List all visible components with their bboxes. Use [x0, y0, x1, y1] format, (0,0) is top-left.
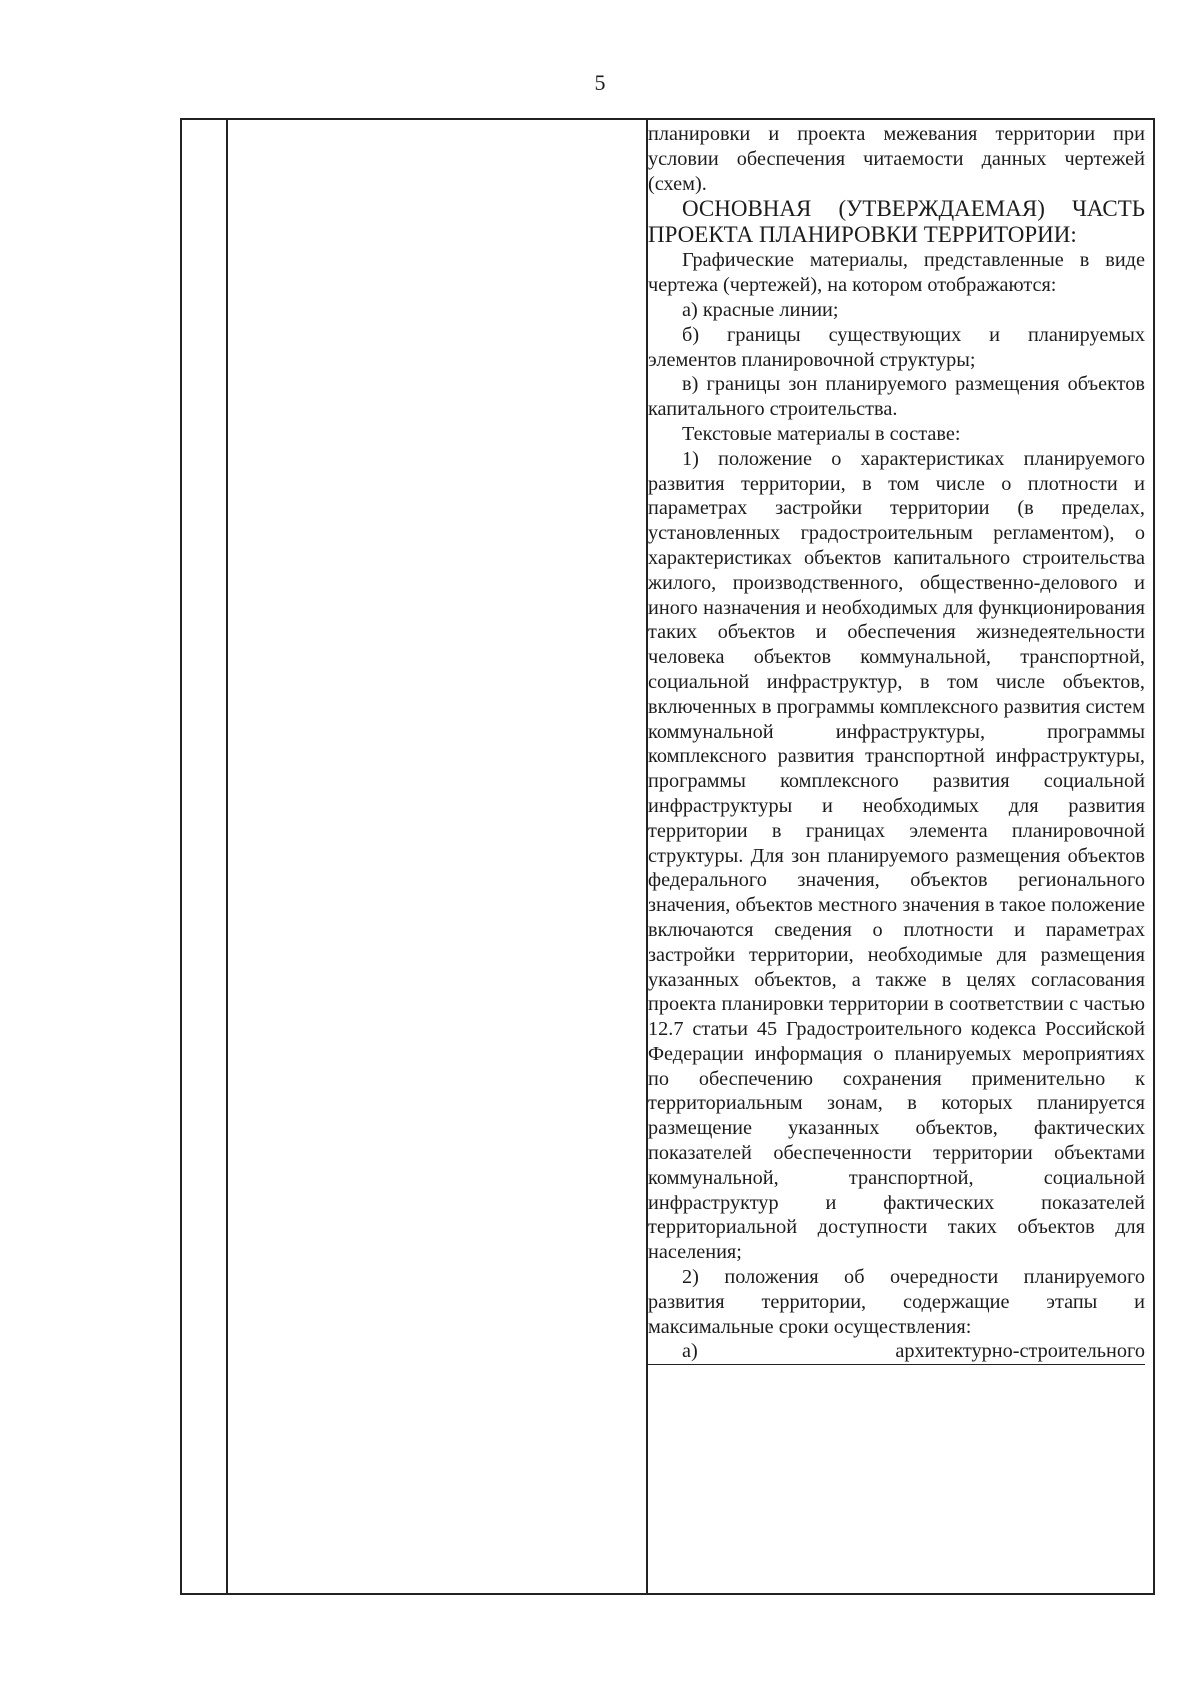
- document-table: [180, 118, 1155, 1595]
- table-column-number: [182, 120, 228, 1593]
- table-column-name: [228, 120, 648, 1593]
- graphic-materials-intro: Графические материалы, представленные в виде чертежа (чертежей), на котором отображаются:: [648, 249, 1145, 297]
- text-item-2-a: а) архитектурно-строительного: [648, 1339, 1145, 1365]
- text-materials-intro: Текстовые материалы в составе:: [682, 422, 961, 445]
- table-column-content: [648, 122, 1145, 1593]
- continuation-paragraph: планировки и проекта межевания территории при условии обеспечения читаемости данных чертежей (схем).: [648, 123, 1145, 195]
- graphic-item-a: а) красные линии;: [682, 298, 839, 321]
- graphic-item-c: в) границы зон планируемого размещения объектов капитального строительства.: [648, 373, 1145, 421]
- text-item-2: 2) положения об очередности планируемого развития территории, содержащие этапы и максимальные сроки осуществления:: [648, 1266, 1145, 1338]
- graphic-item-b: б) границы существующих и планируемых элементов планировочной структуры;: [648, 323, 1145, 371]
- text-item-1: 1) положение о характеристиках планируемого развития территории, в том числе о плотности и параметрах застройки территории (в пределах, установленных градостроительным регламентом), о характеристиках объектов капитального строительства жилого, производственного, общественно-делового и иного назначения и необходимых для функционирования таких объектов и обеспечения жизнедеятельности человека объектов коммунальной, транспортной, социальной инфраструктур, в том числе объектов, включенных в программы комплексного развития систем коммунальной инфраструктуры, программы комплексного развития транспортной инфраструктуры, программы комплексного развития социальной инфраструктуры и необходимых для развития территории в границах элемента планировочной структуры. Для зон планируемого размещения объектов федерального значения, объектов регионального значения, объектов местного значения в такое положение включаются сведения о плотности и параметрах застройки территории, необходимые для размещения указанных объектов, а также в целях согласования проекта планировки территории в соответствии с частью 12.7 статьи 45 Градостроительного кодекса Российской Федерации информация о планируемых мероприятиях по обеспечению сохранения применительно к территориальным зонам, в которых планируется размещение указанных объектов, фактических показателей обеспеченности территории объектами коммунальной, транспортной, социальной инфраструктур и фактических показателей территориальной доступности таких объектов для населения;: [648, 447, 1145, 1264]
- page-number: 5: [594, 70, 606, 95]
- section-heading: ОСНОВНАЯ (УТВЕРЖДАЕМАЯ) ЧАСТЬ ПРОЕКТА ПЛАНИРОВКИ ТЕРРИТОРИИ:: [648, 196, 1145, 248]
